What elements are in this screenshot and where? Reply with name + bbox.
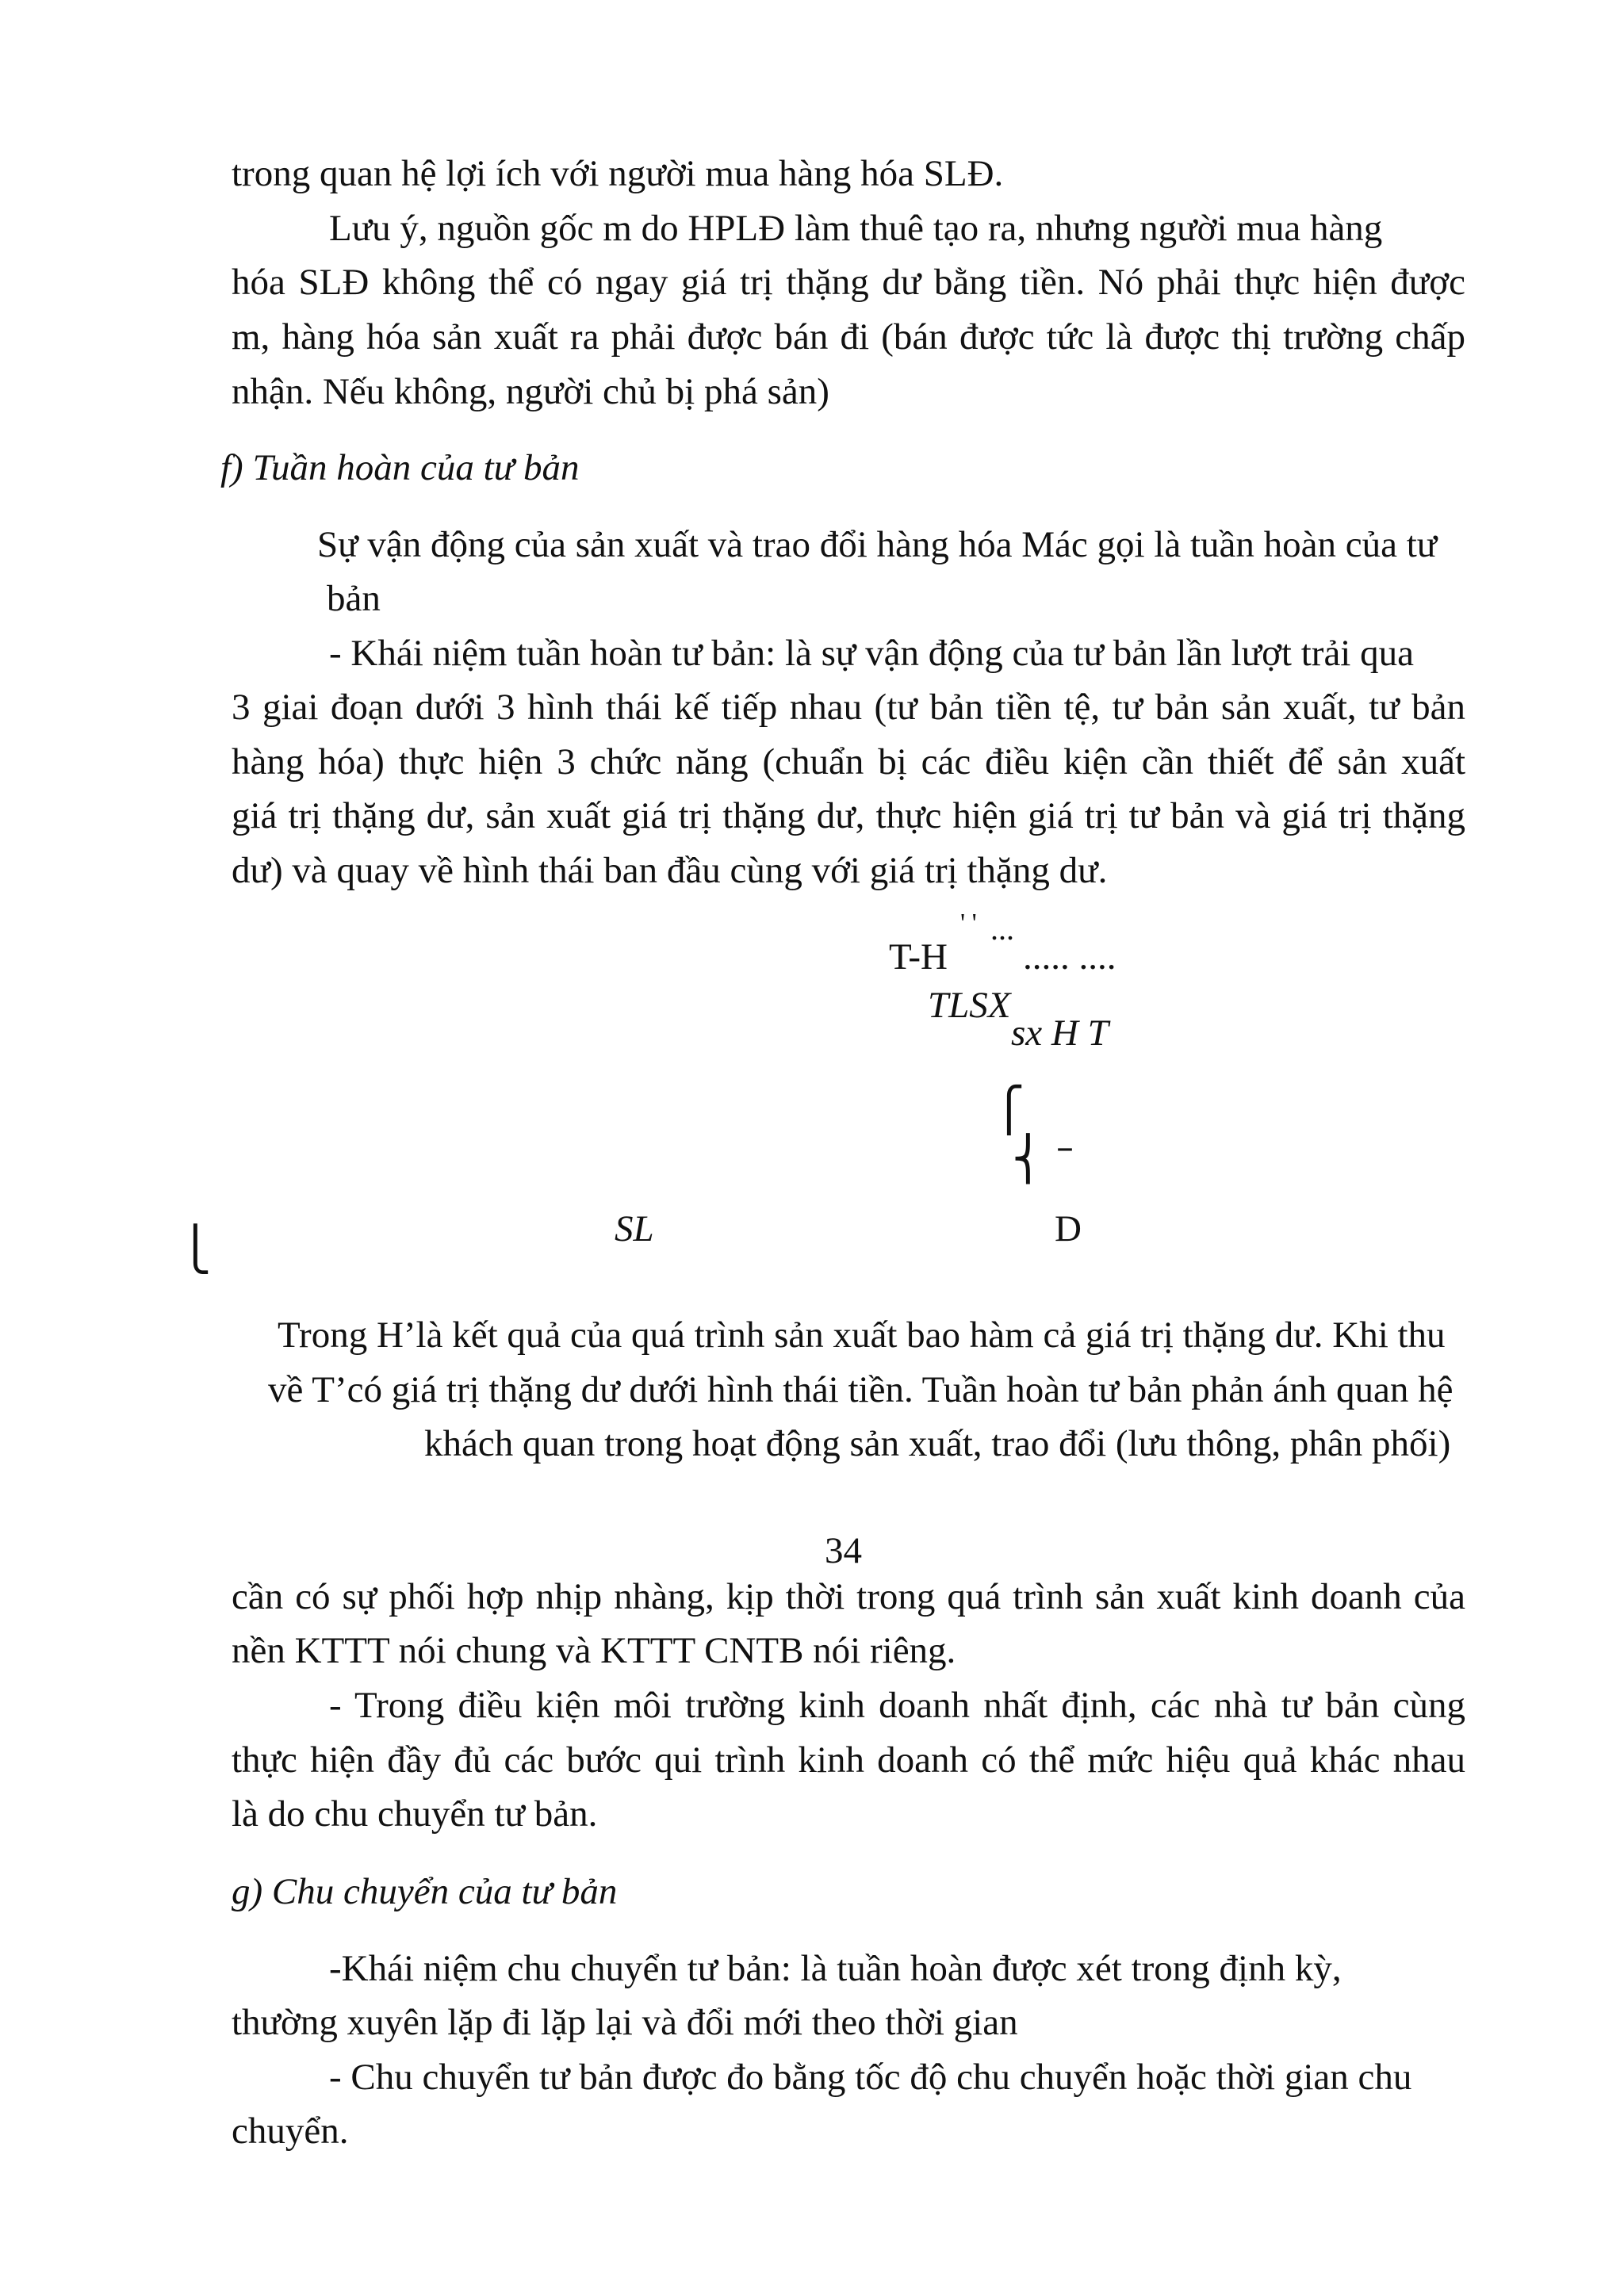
paragraph-line: - Trong điều kiện môi trường kinh doanh nhất định, các nhà tư bản cùng xyxy=(329,1685,1465,1726)
paragraph-line: Sự vận động của sản xuất và trao đổi hàng hóa Mác gọi là tuần hoàn của tư xyxy=(317,524,1438,565)
section-heading: f) Tuần hoàn của tư bản xyxy=(220,447,580,488)
brace-bottom-icon: ⎩ xyxy=(179,1224,212,1274)
paragraph-line: 3 giai đoạn dưới 3 hình thái kế tiếp nhau (tư bản tiền tệ, tư bản sản xuất, tư bản xyxy=(232,687,1465,728)
paragraph-line: Lưu ý, nguồn gốc m do HPLĐ làm thuê tạo ra, nhưng người mua hàng xyxy=(329,208,1383,249)
paragraph-line: bản xyxy=(327,578,381,619)
brace-top-icon: ⎧ xyxy=(993,1085,1025,1135)
paragraph-line: Trong H’là kết quả của quá trình sản xuất bao hàm cả giá trị thặng dư. Khi thu xyxy=(278,1314,1446,1356)
formula-sl: SL xyxy=(615,1208,654,1249)
paragraph-line: giá trị thặng dư, sản xuất giá trị thặng dư, thực hiện giá trị tư bản và giá trị thặng xyxy=(232,795,1465,836)
section-heading: g) Chu chuyển của tư bản xyxy=(232,1871,618,1912)
formula-d: D xyxy=(1055,1208,1082,1249)
paragraph-line: chuyển. xyxy=(232,2110,349,2152)
paragraph-line: m, hàng hóa sản xuất ra phải được bán đi (bán được tức là được thị trường chấp xyxy=(232,316,1465,358)
paragraph-line: hàng hóa) thực hiện 3 chức năng (chuẩn bị các điều kiện cần thiết để sản xuất xyxy=(232,741,1465,783)
paragraph-line: - Khái niệm tuần hoàn tư bản: là sự vận động của tư bản lần lượt trải qua xyxy=(329,633,1414,674)
formula-tlsx: TLSX xyxy=(928,985,1011,1026)
paragraph-line: thực hiện đầy đủ các bước qui trình kinh doanh có thể mức hiệu quả khác nhau xyxy=(232,1739,1465,1781)
formula-dots-line: ..... .... xyxy=(1023,936,1116,978)
paragraph-line: hóa SLĐ không thể có ngay giá trị thặng dư bằng tiền. Nó phải thực hiện được xyxy=(232,262,1465,303)
dash-icon: – xyxy=(1056,1127,1074,1168)
paragraph-line: dư) và quay về hình thái ban đầu cùng với giá trị thặng dư. xyxy=(232,850,1108,891)
brace-middle-icon: ⎨ xyxy=(1012,1134,1044,1184)
paragraph-line: nền KTTT nói chung và KTTT CNTB nói riêng. xyxy=(232,1630,956,1671)
paragraph-line: cần có sự phối hợp nhịp nhàng, kịp thời trong quá trình sản xuất kinh doanh của xyxy=(232,1576,1465,1617)
formula-th: T-H xyxy=(889,936,948,978)
paragraph-line: trong quan hệ lợi ích với người mua hàng hóa SLĐ. xyxy=(232,153,1004,194)
page-number: 34 xyxy=(825,1530,862,1571)
paragraph-line: khách quan trong hoạt động sản xuất, trao đổi (lưu thông, phân phối) xyxy=(424,1423,1451,1464)
formula-dots-top: ... xyxy=(990,911,1014,947)
formula-primes: ' ' xyxy=(960,909,977,938)
paragraph-line: -Khái niệm chu chuyển tư bản: là tuần hoàn được xét trong định kỳ, xyxy=(329,1948,1342,1989)
formula-sx-h-t: sx H T xyxy=(1011,1012,1109,1054)
paragraph-line: nhận. Nếu không, người chủ bị phá sản) xyxy=(232,371,829,412)
paragraph-line: là do chu chuyển tư bản. xyxy=(232,1793,598,1835)
paragraph-line: thường xuyên lặp đi lặp lại và đổi mới theo thời gian xyxy=(232,2002,1018,2043)
paragraph-line: - Chu chuyển tư bản được đo bằng tốc độ chu chuyển hoặc thời gian chu xyxy=(329,2057,1412,2098)
paragraph-line: về T’có giá trị thặng dư dưới hình thái tiền. Tuần hoàn tư bản phản ánh quan hệ xyxy=(268,1369,1454,1410)
